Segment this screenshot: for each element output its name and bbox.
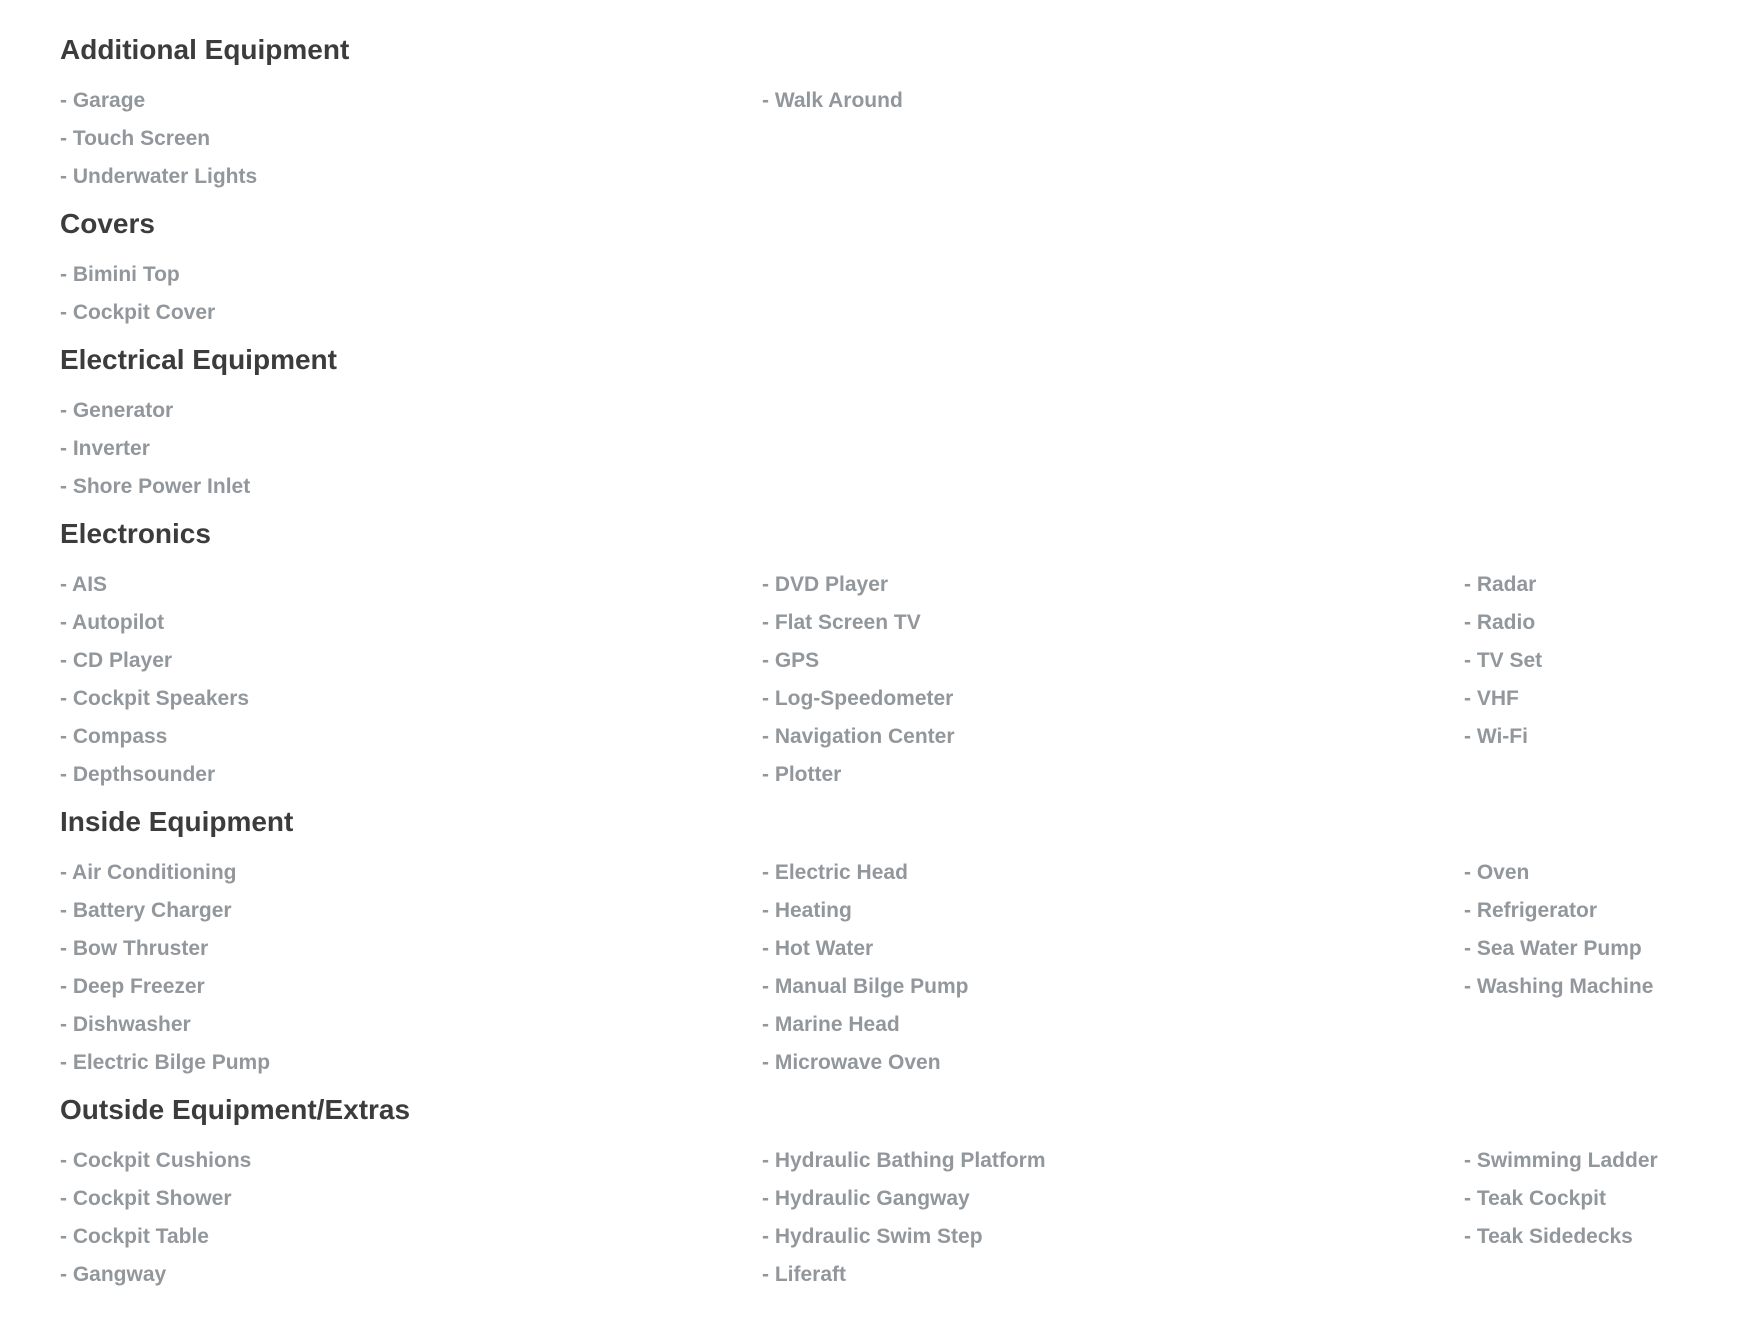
section-title: Electrical Equipment (60, 344, 337, 375)
equipment-item: - GPS (762, 649, 820, 672)
section-title: Electronics (60, 518, 211, 549)
equipment-item: - Battery Charger (60, 899, 232, 922)
item-column (762, 854, 969, 1082)
equipment-item: - Cockpit Speakers (60, 687, 250, 710)
equipment-item: - Swimming Ladder (1464, 1149, 1658, 1172)
equipment-item: - Radio (1464, 611, 1536, 634)
item-column (1464, 1142, 1658, 1256)
equipment-list (60, 28, 1700, 1300)
equipment-item: - Generator (60, 399, 174, 422)
equipment-item: - Hydraulic Swim Step (762, 1225, 983, 1248)
equipment-item: - Washing Machine (1464, 975, 1654, 998)
equipment-item: - Refrigerator (1464, 899, 1598, 922)
equipment-item: - Shore Power Inlet (60, 475, 251, 498)
item-column (762, 566, 955, 794)
equipment-section (60, 338, 1700, 506)
item-column (60, 1142, 251, 1294)
equipment-item: - Marine Head (762, 1013, 900, 1036)
equipment-item: - Bow Thruster (60, 937, 209, 960)
item-column (60, 392, 250, 506)
item-column (60, 82, 257, 196)
equipment-item: - Liferaft (762, 1263, 846, 1286)
section-title: Outside Equipment/Extras (60, 1094, 411, 1125)
equipment-item: - Inverter (60, 437, 150, 460)
equipment-section (60, 512, 1700, 794)
equipment-item: - Touch Screen (60, 127, 211, 150)
equipment-section (60, 202, 1700, 332)
equipment-item: - Microwave Oven (762, 1051, 941, 1074)
equipment-item: - Log-Speedometer (762, 687, 954, 710)
equipment-item: - Underwater Lights (60, 165, 258, 188)
equipment-item: - Navigation Center (762, 725, 955, 748)
equipment-item: - TV Set (1464, 649, 1543, 672)
item-column (1464, 854, 1653, 1006)
equipment-item: - Hydraulic Bathing Platform (762, 1149, 1046, 1172)
equipment-item: - Plotter (762, 763, 842, 786)
section-items (60, 256, 1700, 332)
equipment-item: - Cockpit Table (60, 1225, 209, 1248)
equipment-item: - Gangway (60, 1263, 167, 1286)
section-title: Additional Equipment (60, 34, 350, 65)
equipment-item: - Sea Water Pump (1464, 937, 1642, 960)
equipment-item: - Air Conditioning (60, 861, 237, 884)
equipment-item: - Walk Around (762, 89, 903, 112)
equipment-item: - Hot Water (762, 937, 874, 960)
equipment-item: - Flat Screen TV (762, 611, 921, 634)
section-items (60, 82, 1700, 196)
equipment-item: - Dishwasher (60, 1013, 191, 1036)
equipment-section (60, 1088, 1700, 1294)
section-title: Covers (60, 208, 155, 239)
equipment-item: - Heating (762, 899, 852, 922)
equipment-item: - Electric Bilge Pump (60, 1051, 271, 1074)
section-items (60, 1142, 1700, 1294)
item-column (1464, 566, 1542, 756)
equipment-item: - Cockpit Cover (60, 301, 216, 324)
equipment-item: - Radar (1464, 573, 1537, 596)
section-items (60, 854, 1700, 1082)
item-column (60, 256, 215, 332)
equipment-item: - Compass (60, 725, 168, 748)
item-column (762, 1142, 1046, 1294)
equipment-item: - Depthsounder (60, 763, 216, 786)
section-items (60, 392, 1700, 506)
equipment-section (60, 800, 1700, 1082)
equipment-item: - Autopilot (60, 611, 165, 634)
equipment-item: - DVD Player (762, 573, 889, 596)
equipment-item: - Hydraulic Gangway (762, 1187, 970, 1210)
item-column (762, 82, 903, 120)
equipment-item: - Teak Sidedecks (1464, 1225, 1633, 1248)
equipment-item: - Oven (1464, 861, 1530, 884)
section-title: Inside Equipment (60, 806, 294, 837)
equipment-item: - Manual Bilge Pump (762, 975, 969, 998)
equipment-item: - Teak Cockpit (1464, 1187, 1606, 1210)
equipment-item: - Bimini Top (60, 263, 180, 286)
equipment-item: - Cockpit Shower (60, 1187, 232, 1210)
equipment-item: - Wi-Fi (1464, 725, 1528, 748)
item-column (60, 854, 270, 1082)
equipment-item: - Garage (60, 89, 146, 112)
equipment-item: - AIS (60, 573, 108, 596)
equipment-item: - Deep Freezer (60, 975, 205, 998)
equipment-item: - VHF (1464, 687, 1519, 710)
equipment-item: - CD Player (60, 649, 173, 672)
equipment-item: - Electric Head (762, 861, 908, 884)
equipment-section (60, 28, 1700, 196)
section-items (60, 566, 1700, 794)
item-column (60, 566, 249, 794)
equipment-item: - Cockpit Cushions (60, 1149, 252, 1172)
